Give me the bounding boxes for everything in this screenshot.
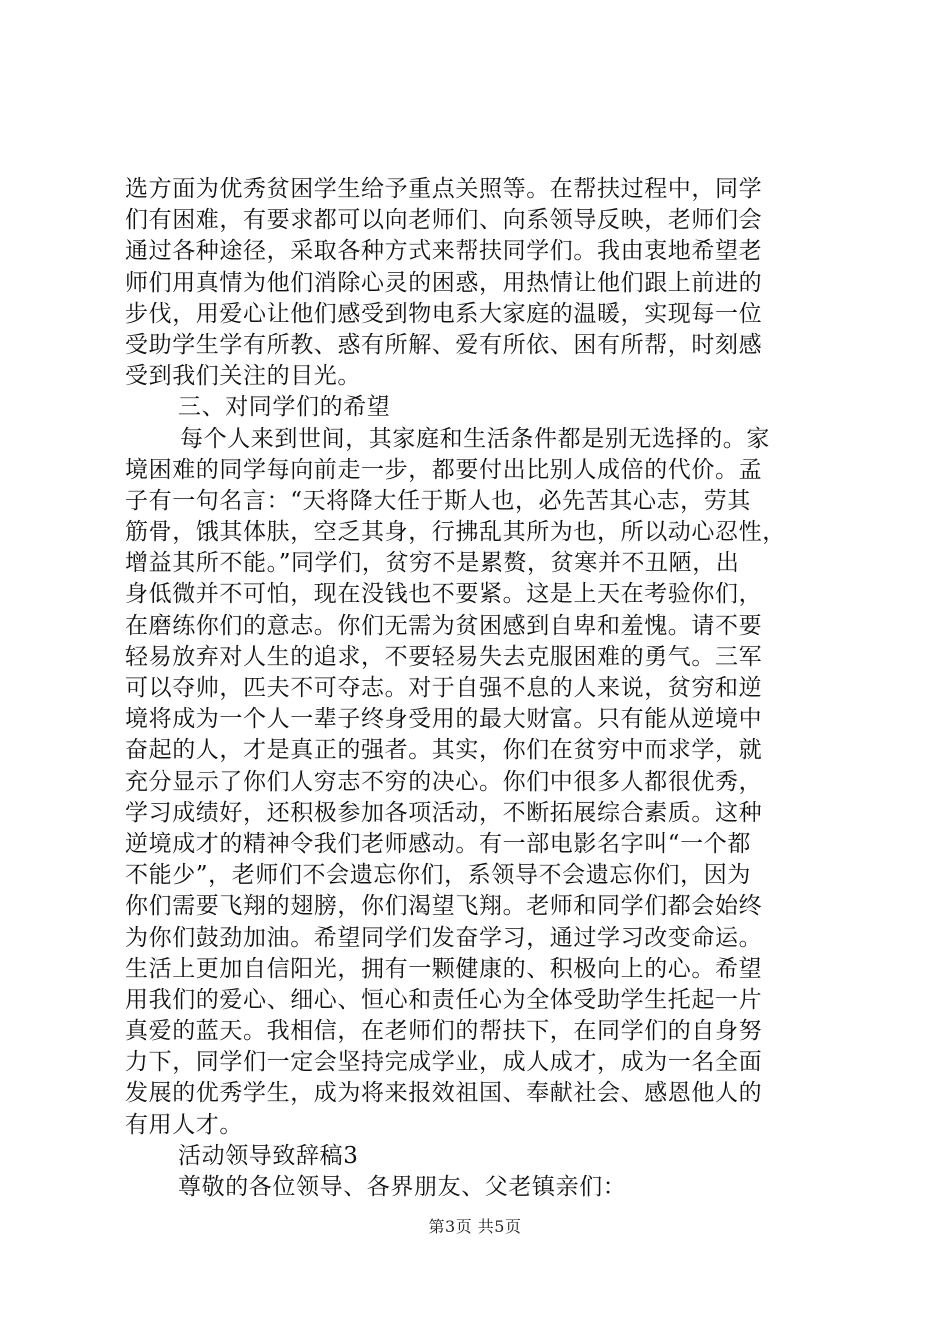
text-line: 受助学生学有所教、惑有所解、爱有所依、困有所帮，时刻感 bbox=[125, 332, 763, 358]
text-line: 筋骨，饿其体肤，空乏其身，行拂乱其所为也，所以动心忍性， bbox=[125, 519, 786, 545]
text-line: 选方面为优秀贫困学生给予重点关照等。在帮扶过程中，同学 bbox=[125, 176, 763, 202]
text-line: 为你们鼓劲加油。希望同学们发奋学习，通过学习改变命运。 bbox=[125, 925, 763, 951]
text-line: 发展的优秀学生，成为将来报效祖国、奉献社会、感恩他人的 bbox=[125, 1080, 763, 1106]
text-line: 逆境成才的精神令我们老师感动。有一部电影名字叫“一个都 bbox=[125, 831, 751, 857]
text-line: 真爱的蓝天。我相信，在老师们的帮扶下，在同学们的自身努 bbox=[125, 1018, 763, 1044]
text-line: 步伐，用爱心让他们感受到物电系大家庭的温暖，实现每一位 bbox=[125, 301, 763, 327]
text-line: 不能少”，老师们不会遗忘你们，系领导不会遗忘你们，因为 bbox=[125, 862, 751, 888]
text-line: 受到我们关注的目光。 bbox=[125, 363, 361, 389]
text-line: 用我们的爱心、细心、恒心和责任心为全体受助学生托起一片 bbox=[125, 987, 763, 1013]
text-line: 们有困难，有要求都可以向老师们、向系领导反映，老师们会 bbox=[125, 207, 763, 233]
text-line: 充分显示了你们人穷志不穷的决心。你们中很多人都很优秀， bbox=[125, 769, 763, 795]
text-line: 增益其所不能。”同学们，贫穷不是累赘，贫寒并不丑陋，出 bbox=[125, 550, 740, 576]
text-line: 可以夺帅，匹夫不可夺志。对于自强不息的人来说，贫穷和逆 bbox=[125, 675, 763, 701]
text-line: 每个人来到世间，其家庭和生活条件都是别无选择的。家 bbox=[180, 426, 770, 452]
text-line: 师们用真情为他们消除心灵的困惑，用热情让他们跟上前进的 bbox=[125, 270, 763, 296]
text-line: 有用人才。 bbox=[125, 1112, 243, 1138]
text-line: 境将成为一个人一辈子终身受用的最大财富。只有能从逆境中 bbox=[125, 706, 763, 732]
text-line: 通过各种途径，采取各种方式来帮扶同学们。我由衷地希望老 bbox=[125, 238, 763, 264]
text-line: 在磨练你们的意志。你们无需为贫困感到自卑和羞愧。请不要 bbox=[125, 613, 763, 639]
text-line: 生活上更加自信阳光，拥有一颗健康的、积极向上的心。希望 bbox=[125, 956, 763, 982]
text-line: 奋起的人，才是真正的强者。其实，你们在贫穷中而求学，就 bbox=[125, 737, 763, 763]
page-footer: 第3页 共5页 bbox=[428, 1217, 522, 1236]
text-line: 身低微并不可怕，现在没钱也不要紧。这是上天在考验你们， bbox=[125, 581, 763, 607]
next-section-title: 活动领导致辞稿3 bbox=[178, 1143, 359, 1169]
text-line: 你们需要飞翔的翅膀，你们渴望飞翔。老师和同学们都会始终 bbox=[125, 893, 763, 919]
text-line: 境困难的同学每向前走一步，都要付出比别人成倍的代价。孟 bbox=[125, 457, 763, 483]
text-line: 子有一句名言：“天将降大任于斯人也，必先苦其心志，劳其 bbox=[125, 488, 751, 514]
text-line: 轻易放弃对人生的追求，不要轻易失去克服困难的勇气。三军 bbox=[125, 644, 763, 670]
salutation: 尊敬的各位领导、各界朋友、父老镇亲们： bbox=[178, 1174, 627, 1200]
text-line: 学习成绩好，还积极参加各项活动，不断拓展综合素质。这种 bbox=[125, 800, 763, 826]
text-line: 力下，同学们一定会坚持完成学业，成人成才，成为一名全面 bbox=[125, 1049, 763, 1075]
section-heading: 三、对同学们的希望 bbox=[178, 394, 391, 420]
